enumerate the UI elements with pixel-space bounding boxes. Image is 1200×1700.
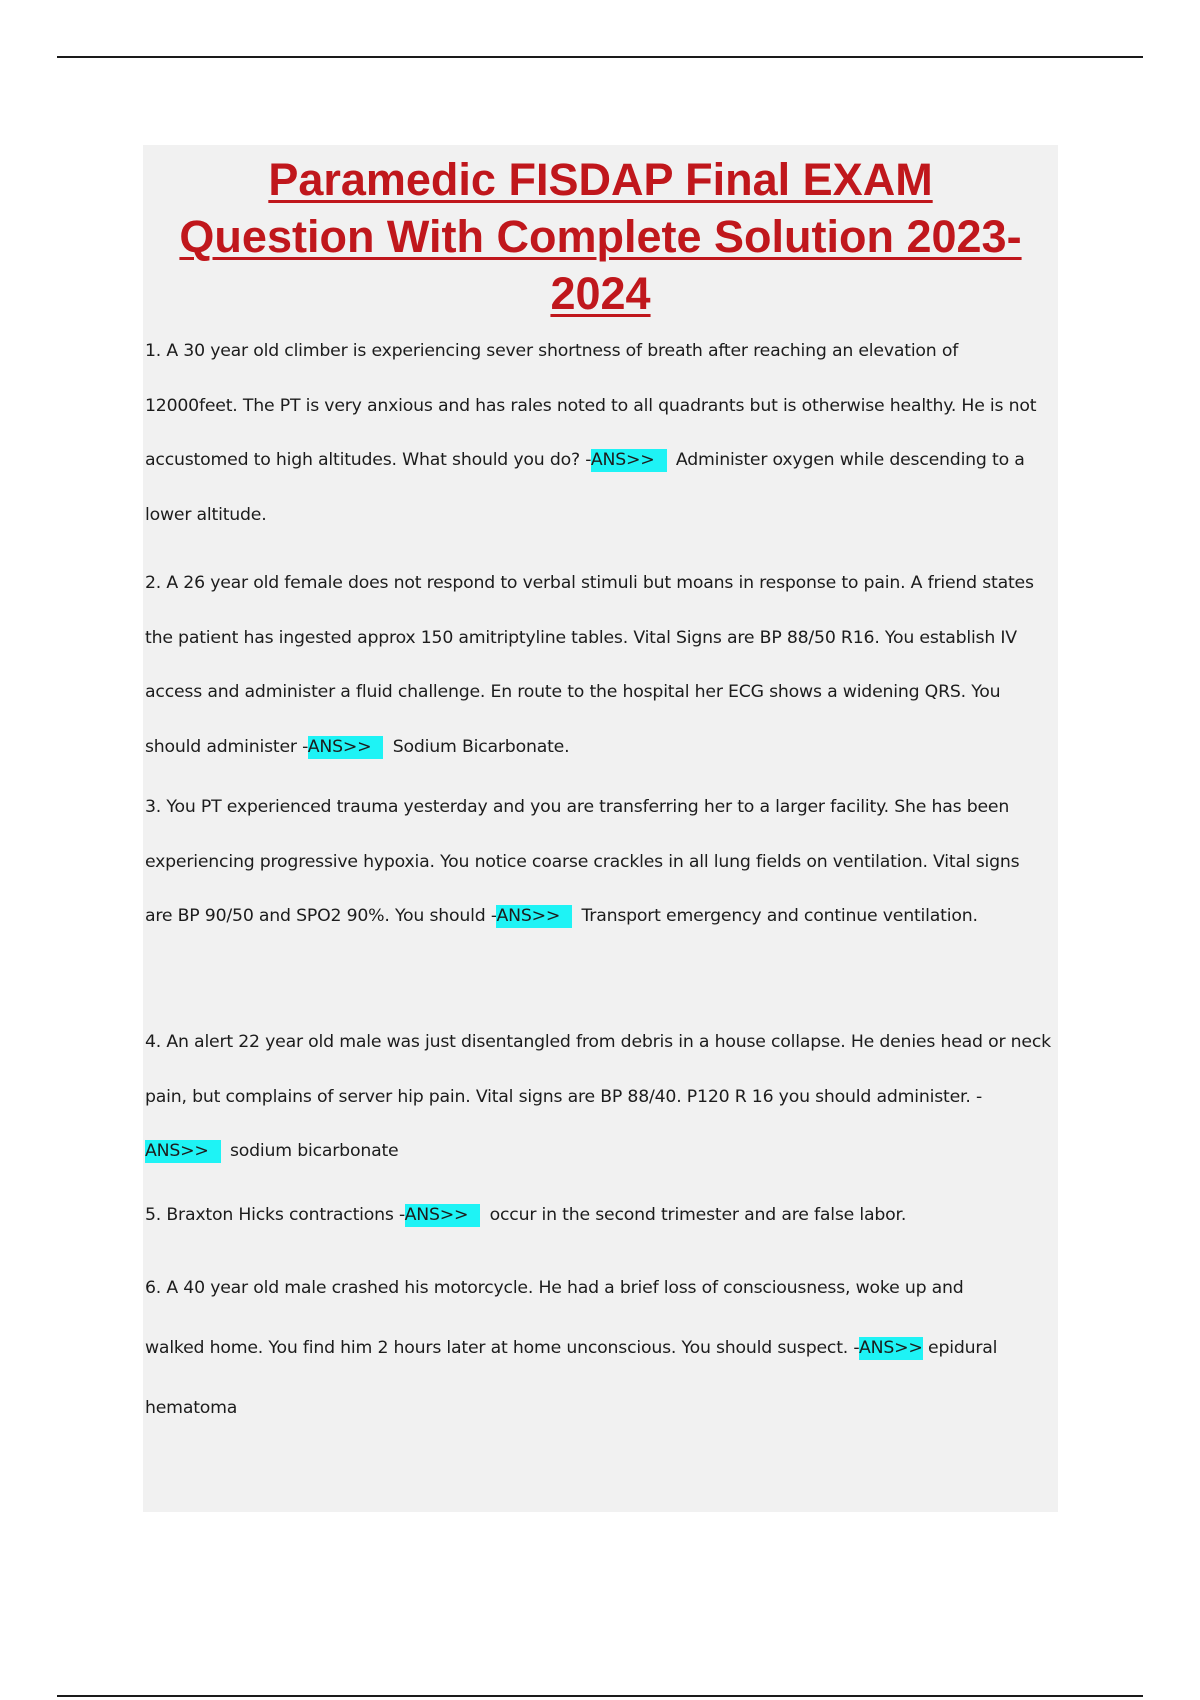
answer-text: sodium bicarbonate	[229, 1141, 399, 1161]
document-title	[143, 151, 1058, 322]
question-text: A 30 year old climber is experiencing sever shortness of breath after reaching an elevation of 12000feet. The PT is very anxious and has rales noted to all quadrants but is otherwise healthy. He is not accustomed to high altitudes. What should you do?	[145, 341, 1037, 470]
answer-text: occur in the second trimester and are false labor.	[489, 1205, 907, 1225]
question-5	[145, 1188, 1058, 1243]
question-number: 2.	[145, 573, 162, 593]
answer-text: Sodium Bicarbonate.	[392, 736, 570, 757]
question-text: An alert 22 year old male was just disentangled from debris in a house collapse. He denies head or neck pain, but complains of server hip pain. Vital signs are BP 88/40. P120 R 16 you should administer.	[145, 1032, 1051, 1107]
title-line-1-text: Paramedic FISDAP Final EXAM	[268, 154, 933, 205]
answer-marker-prefix: -	[975, 1086, 982, 1107]
question-text: A 40 year old male crashed his motorcycle. He had a brief loss of consciousness, woke up and walked home. You find him 2 hours later at home unconscious. You should suspect.	[145, 1278, 964, 1358]
answer-marker-prefix: -	[490, 906, 497, 926]
question-2	[145, 556, 1035, 774]
question-number: 4.	[145, 1032, 162, 1052]
title-line-3	[143, 265, 1058, 322]
question-text: You PT experienced trauma yesterday and you are transferring her to a larger facility. She has been experiencing progressive hypoxia. You notice coarse crackles in all lung fields on ventilation. Vital signs are BP 90/50 and SPO2 90%. You should	[145, 797, 1020, 926]
question-3	[145, 780, 1035, 944]
document-body	[143, 145, 1058, 1512]
title-line-2-text: Question With Complete Solution 2023-	[179, 211, 1022, 262]
question-number: 3.	[145, 797, 162, 817]
answer-marker-prefix: -	[585, 450, 591, 470]
question-text: A 26 year old female does not respond to verbal stimuli but moans in response to pain. A friend states the patient has ingested approx 150 amitriptyline tables. Vital Signs are BP 88/50 R16. You establish IV access and administer a fluid challenge. En route to the hospital her ECG shows a widening QRS. You should administer	[145, 573, 1034, 757]
answer-text: Administer oxygen while descending to a lower altitude.	[145, 450, 1025, 525]
question-number: 1.	[145, 341, 162, 361]
question-1	[145, 324, 1050, 542]
title-line-1	[143, 151, 1058, 208]
question-6	[145, 1258, 1025, 1438]
answer-marker-prefix: -	[853, 1338, 860, 1358]
question-4	[145, 1015, 1058, 1179]
question-text: Braxton Hicks contractions	[166, 1205, 394, 1225]
answer-marker: ANS>>	[591, 449, 667, 472]
answer-marker: ANS>>	[145, 1140, 221, 1163]
answer-text: Transport emergency and continue ventilation.	[581, 906, 978, 926]
question-number: 6.	[145, 1278, 162, 1298]
answer-marker: ANS>>	[496, 905, 572, 928]
answer-marker: ANS>>	[859, 1338, 923, 1358]
footer-rule	[57, 1695, 1143, 1697]
title-line-2	[143, 208, 1058, 265]
question-number: 5.	[145, 1205, 162, 1225]
header-rule	[57, 56, 1143, 58]
answer-marker: ANS>>	[405, 1204, 481, 1227]
title-line-3-text: 2024	[550, 268, 651, 319]
answer-marker: ANS>>	[308, 736, 384, 759]
answer-marker-prefix: -	[302, 736, 308, 757]
answer-marker-prefix: -	[398, 1205, 405, 1225]
answer-text: epidural hematoma	[145, 1338, 998, 1418]
